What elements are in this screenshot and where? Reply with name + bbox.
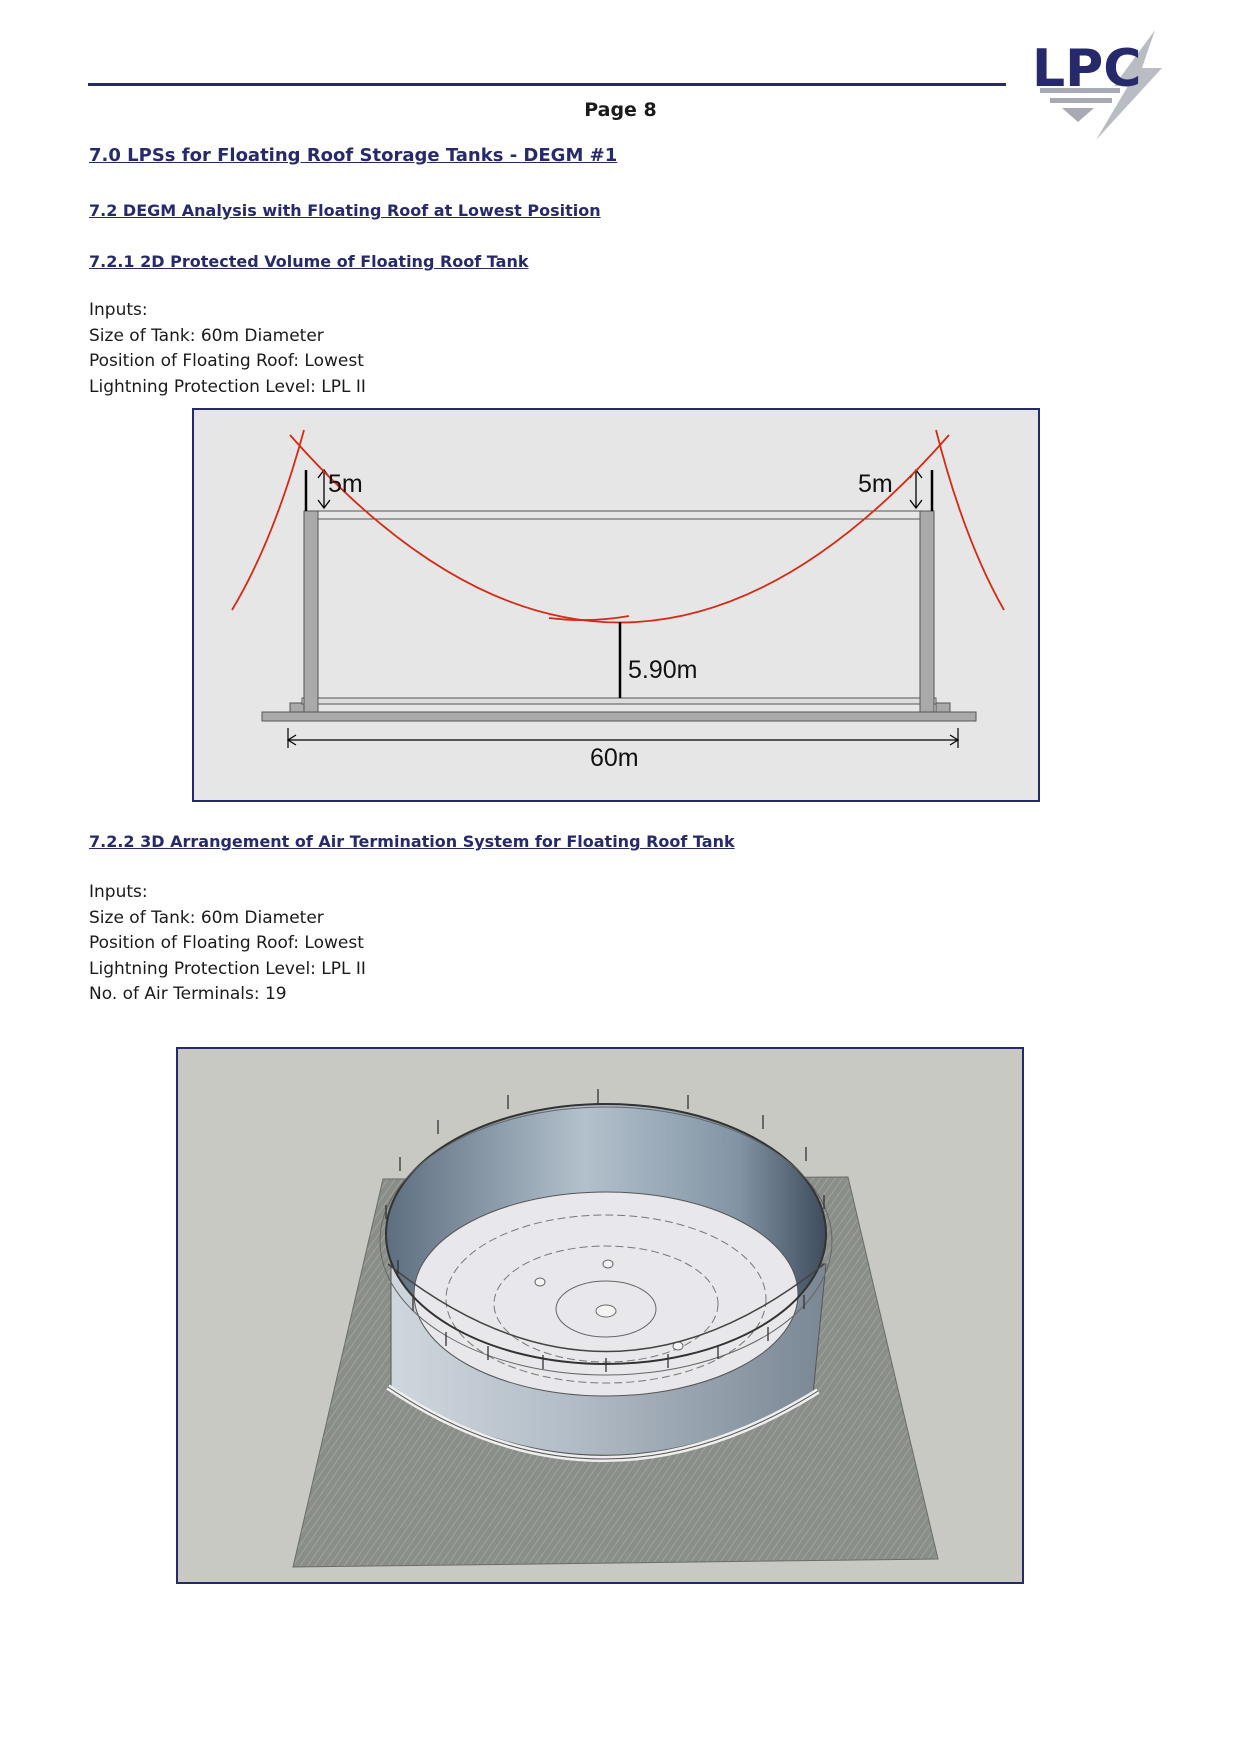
tank-wall-left bbox=[304, 511, 318, 712]
center-clearance-label: 5.90m bbox=[628, 656, 698, 684]
input-line: No. of Air Terminals: 19 bbox=[89, 984, 287, 1004]
input-line: Inputs: bbox=[89, 882, 148, 902]
subsection-heading-2d: 7.2.1 2D Protected Volume of Floating Roof Tank bbox=[89, 252, 529, 271]
input-line: Position of Floating Roof: Lowest bbox=[89, 351, 364, 371]
input-line: Position of Floating Roof: Lowest bbox=[89, 933, 364, 953]
tank-width-label: 60m bbox=[590, 744, 639, 772]
section-heading: 7.0 LPSs for Floating Roof Storage Tanks - DEGM #1 bbox=[89, 145, 618, 166]
input-line: Inputs: bbox=[89, 300, 148, 320]
input-line: Lightning Protection Level: LPL II bbox=[89, 376, 366, 397]
left-height-label: 5m bbox=[328, 470, 363, 498]
right-height-label: 5m bbox=[858, 470, 893, 498]
subsection-heading-3d: 7.2.2 3D Arrangement of Air Termination System for Floating Roof Tank bbox=[89, 832, 735, 851]
logo-text: LPC bbox=[1032, 39, 1142, 99]
floating-roof bbox=[302, 698, 936, 704]
air-termination-3d-figure bbox=[176, 1047, 1024, 1584]
tank-wall-right bbox=[920, 511, 934, 712]
subsection-heading: 7.2 DEGM Analysis with Floating Roof at Lowest Position bbox=[89, 201, 601, 220]
page-number: Page 8 bbox=[584, 99, 657, 121]
tank-base bbox=[262, 712, 976, 721]
inputs-list-2d bbox=[89, 298, 366, 400]
inputs-list-3d bbox=[89, 880, 366, 1008]
company-logo bbox=[1028, 28, 1168, 143]
input-line: Size of Tank: 60m Diameter bbox=[89, 325, 324, 346]
protection-zone-curves bbox=[232, 430, 1004, 623]
protected-volume-2d-figure bbox=[192, 408, 1040, 802]
input-line: Size of Tank: 60m Diameter bbox=[89, 907, 324, 928]
header-rule bbox=[88, 83, 1006, 86]
input-line: Lightning Protection Level: LPL II bbox=[89, 958, 366, 979]
